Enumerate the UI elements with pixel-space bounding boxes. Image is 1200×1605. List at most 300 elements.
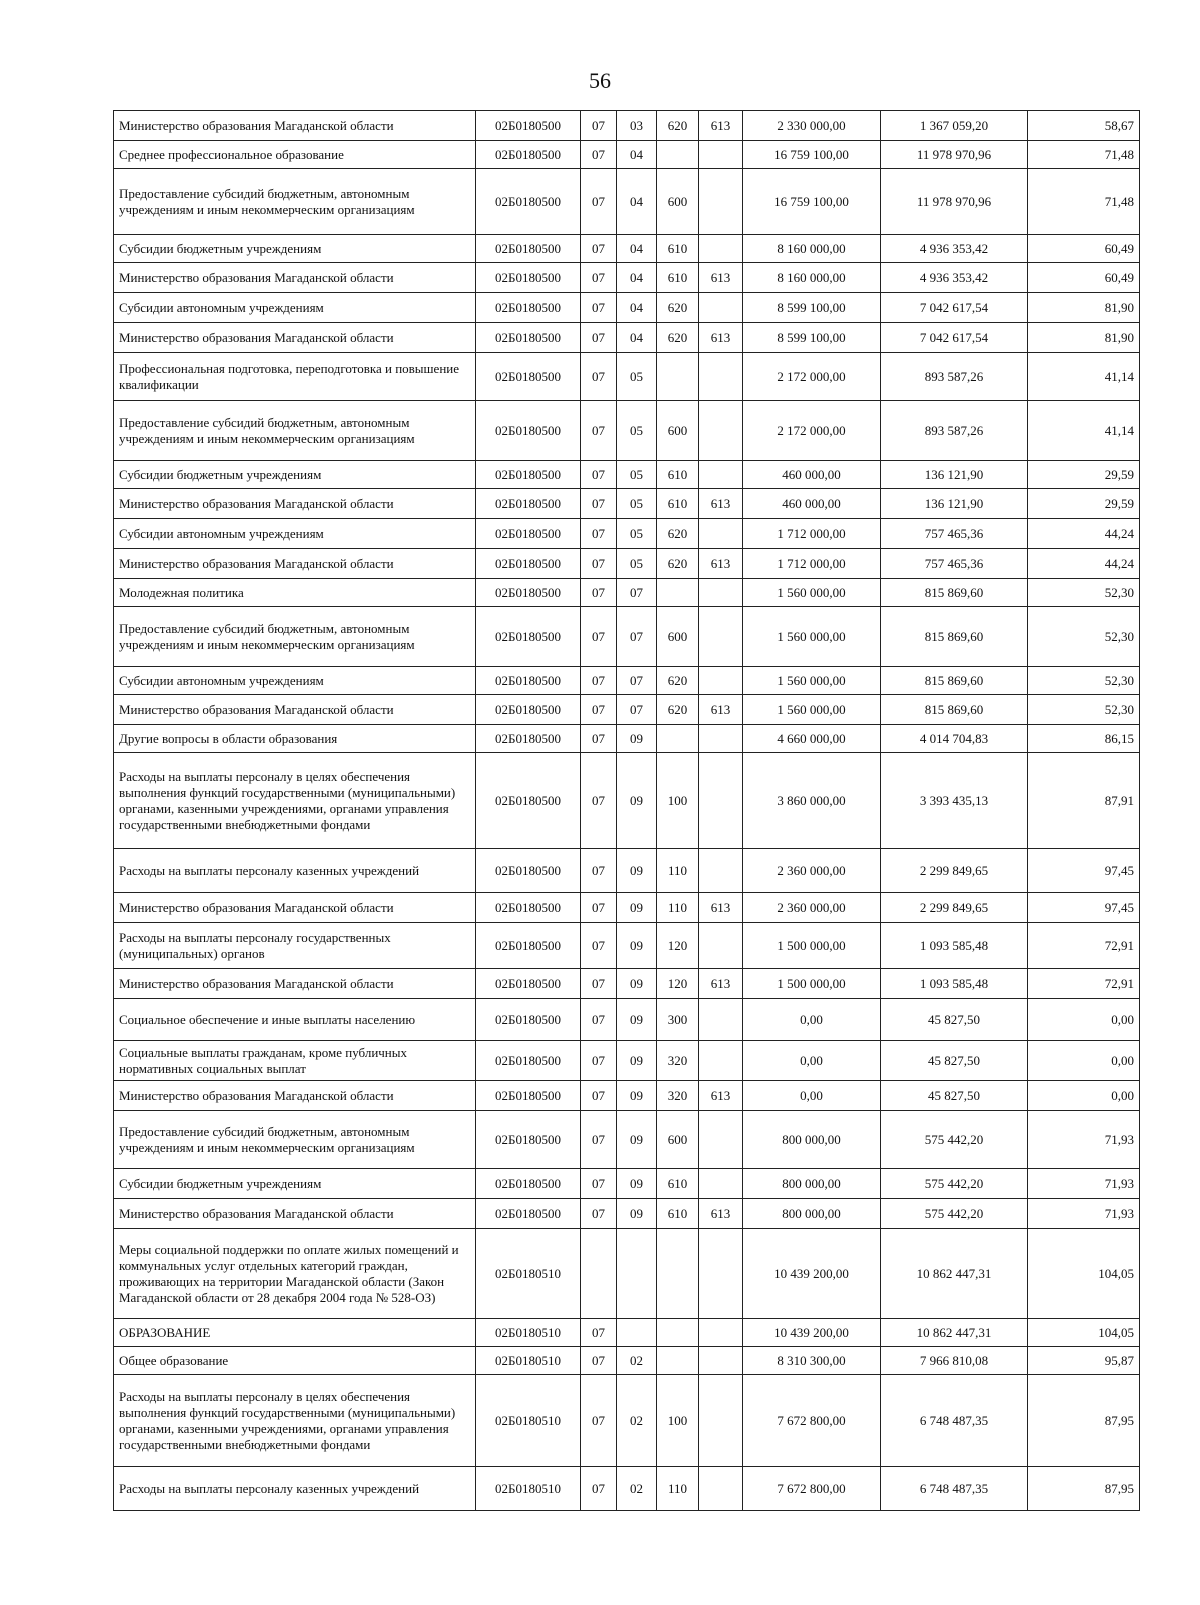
row-subsection: 05 — [617, 461, 657, 489]
row-section: 07 — [581, 353, 617, 401]
row-name: Министерство образования Магаданской области — [114, 549, 476, 579]
row-section: 07 — [581, 293, 617, 323]
table-row — [114, 893, 1140, 923]
row-target-code: 02Б0180510 — [476, 1347, 581, 1375]
row-expense-type: 610 — [657, 1199, 699, 1229]
table-row — [114, 667, 1140, 695]
row-admin-code: 613 — [699, 695, 743, 725]
row-admin-code: 613 — [699, 1081, 743, 1111]
row-admin-code — [699, 999, 743, 1041]
row-plan: 460 000,00 — [743, 489, 881, 519]
row-name: Расходы на выплаты персоналу в целях обеспечения выполнения функций государственными (муниципальными) органами, казенными учреждениями, органами управления государственными внебюджетными фондами — [114, 1375, 476, 1467]
row-admin-code — [699, 519, 743, 549]
row-target-code: 02Б0180500 — [476, 1041, 581, 1081]
row-admin-code — [699, 1319, 743, 1347]
row-target-code: 02Б0180500 — [476, 893, 581, 923]
row-expense-type: 620 — [657, 549, 699, 579]
row-plan: 3 860 000,00 — [743, 753, 881, 849]
row-subsection: 04 — [617, 169, 657, 235]
row-fact: 7 966 810,08 — [881, 1347, 1028, 1375]
row-percent: 41,14 — [1028, 401, 1140, 461]
row-percent: 52,30 — [1028, 667, 1140, 695]
row-subsection: 04 — [617, 235, 657, 263]
table-row — [114, 725, 1140, 753]
row-percent: 0,00 — [1028, 1041, 1140, 1081]
row-name: Министерство образования Магаданской области — [114, 969, 476, 999]
row-name: Субсидии автономным учреждениям — [114, 667, 476, 695]
row-fact: 1 093 585,48 — [881, 969, 1028, 999]
table-row — [114, 353, 1140, 401]
row-plan: 0,00 — [743, 999, 881, 1041]
row-name: Расходы на выплаты персоналу казенных учреждений — [114, 849, 476, 893]
row-subsection: 05 — [617, 353, 657, 401]
row-plan: 2 330 000,00 — [743, 111, 881, 141]
table-row — [114, 293, 1140, 323]
row-section: 07 — [581, 169, 617, 235]
table-row — [114, 1081, 1140, 1111]
row-expense-type: 320 — [657, 1081, 699, 1111]
table-row — [114, 1199, 1140, 1229]
row-target-code: 02Б0180500 — [476, 1199, 581, 1229]
row-fact: 11 978 970,96 — [881, 141, 1028, 169]
row-plan: 16 759 100,00 — [743, 169, 881, 235]
row-subsection: 07 — [617, 607, 657, 667]
row-name: Предоставление субсидий бюджетным, автономным учреждениям и иным некоммерческим организациям — [114, 1111, 476, 1169]
row-fact: 815 869,60 — [881, 607, 1028, 667]
row-target-code: 02Б0180500 — [476, 235, 581, 263]
row-fact: 6 748 487,35 — [881, 1467, 1028, 1511]
row-fact: 815 869,60 — [881, 695, 1028, 725]
table-row — [114, 753, 1140, 849]
row-percent: 104,05 — [1028, 1229, 1140, 1319]
row-subsection: 02 — [617, 1467, 657, 1511]
row-section: 07 — [581, 489, 617, 519]
row-percent: 86,15 — [1028, 725, 1140, 753]
row-section: 07 — [581, 263, 617, 293]
table-row — [114, 579, 1140, 607]
row-admin-code — [699, 1111, 743, 1169]
row-admin-code — [699, 1467, 743, 1511]
row-fact: 893 587,26 — [881, 401, 1028, 461]
row-section: 07 — [581, 461, 617, 489]
row-admin-code: 613 — [699, 1199, 743, 1229]
row-subsection: 09 — [617, 1081, 657, 1111]
row-subsection: 07 — [617, 695, 657, 725]
row-name: Профессиональная подготовка, переподготовка и повышение квалификации — [114, 353, 476, 401]
row-section: 07 — [581, 1111, 617, 1169]
row-admin-code — [699, 353, 743, 401]
row-fact: 575 442,20 — [881, 1199, 1028, 1229]
row-percent: 58,67 — [1028, 111, 1140, 141]
row-target-code: 02Б0180510 — [476, 1229, 581, 1319]
row-admin-code: 613 — [699, 489, 743, 519]
row-subsection: 07 — [617, 579, 657, 607]
row-plan: 1 560 000,00 — [743, 579, 881, 607]
row-subsection: 09 — [617, 1111, 657, 1169]
row-name: Министерство образования Магаданской области — [114, 263, 476, 293]
row-name: Министерство образования Магаданской области — [114, 489, 476, 519]
row-plan: 2 360 000,00 — [743, 849, 881, 893]
row-target-code: 02Б0180500 — [476, 667, 581, 695]
row-section: 07 — [581, 235, 617, 263]
row-plan: 10 439 200,00 — [743, 1319, 881, 1347]
row-percent: 71,93 — [1028, 1111, 1140, 1169]
row-name: Министерство образования Магаданской области — [114, 1199, 476, 1229]
row-admin-code — [699, 1041, 743, 1081]
row-expense-type: 600 — [657, 401, 699, 461]
row-admin-code: 613 — [699, 549, 743, 579]
row-admin-code — [699, 401, 743, 461]
row-target-code: 02Б0180500 — [476, 849, 581, 893]
row-plan: 8 599 100,00 — [743, 293, 881, 323]
row-expense-type — [657, 353, 699, 401]
row-expense-type: 600 — [657, 169, 699, 235]
row-fact: 2 299 849,65 — [881, 893, 1028, 923]
row-section: 07 — [581, 1319, 617, 1347]
row-expense-type: 100 — [657, 753, 699, 849]
row-plan: 8 160 000,00 — [743, 263, 881, 293]
table-row — [114, 1169, 1140, 1199]
row-admin-code — [699, 1229, 743, 1319]
row-subsection: 09 — [617, 923, 657, 969]
row-subsection: 09 — [617, 1169, 657, 1199]
row-fact: 757 465,36 — [881, 549, 1028, 579]
row-fact: 4 936 353,42 — [881, 263, 1028, 293]
row-subsection: 04 — [617, 263, 657, 293]
row-name: Министерство образования Магаданской области — [114, 111, 476, 141]
row-section: 07 — [581, 141, 617, 169]
row-expense-type: 110 — [657, 1467, 699, 1511]
row-admin-code — [699, 1375, 743, 1467]
row-percent: 71,93 — [1028, 1169, 1140, 1199]
row-subsection: 09 — [617, 893, 657, 923]
row-section: 07 — [581, 695, 617, 725]
row-plan: 800 000,00 — [743, 1169, 881, 1199]
row-subsection: 05 — [617, 401, 657, 461]
row-admin-code: 613 — [699, 263, 743, 293]
page-number: 56 — [589, 68, 611, 93]
row-expense-type: 600 — [657, 1111, 699, 1169]
table-row — [114, 1041, 1140, 1081]
row-section: 07 — [581, 1347, 617, 1375]
row-subsection: 09 — [617, 1199, 657, 1229]
row-percent: 97,45 — [1028, 849, 1140, 893]
row-percent: 95,87 — [1028, 1347, 1140, 1375]
row-target-code: 02Б0180500 — [476, 695, 581, 725]
row-fact: 136 121,90 — [881, 461, 1028, 489]
table-row — [114, 235, 1140, 263]
table-row — [114, 519, 1140, 549]
row-subsection: 05 — [617, 489, 657, 519]
row-admin-code — [699, 667, 743, 695]
row-plan: 2 172 000,00 — [743, 401, 881, 461]
table-row — [114, 169, 1140, 235]
row-target-code: 02Б0180500 — [476, 353, 581, 401]
row-target-code: 02Б0180500 — [476, 323, 581, 353]
row-expense-type: 620 — [657, 695, 699, 725]
row-expense-type: 120 — [657, 923, 699, 969]
row-section: 07 — [581, 1169, 617, 1199]
row-name: Субсидии автономным учреждениям — [114, 519, 476, 549]
row-target-code: 02Б0180500 — [476, 725, 581, 753]
row-expense-type: 320 — [657, 1041, 699, 1081]
table-row — [114, 549, 1140, 579]
row-admin-code — [699, 725, 743, 753]
row-expense-type: 110 — [657, 849, 699, 893]
row-admin-code — [699, 1347, 743, 1375]
table-row — [114, 1111, 1140, 1169]
row-name: Расходы на выплаты персоналу в целях обеспечения выполнения функций государственными (муниципальными) органами, казенными учреждениями, органами управления государственными внебюджетными фондами — [114, 753, 476, 849]
table-row — [114, 111, 1140, 141]
row-subsection: 09 — [617, 849, 657, 893]
row-expense-type: 620 — [657, 519, 699, 549]
row-fact: 815 869,60 — [881, 667, 1028, 695]
row-plan: 1 560 000,00 — [743, 667, 881, 695]
row-plan: 7 672 800,00 — [743, 1467, 881, 1511]
row-expense-type: 100 — [657, 1375, 699, 1467]
row-subsection: 09 — [617, 1041, 657, 1081]
row-percent: 52,30 — [1028, 695, 1140, 725]
row-percent: 52,30 — [1028, 579, 1140, 607]
row-target-code: 02Б0180500 — [476, 1169, 581, 1199]
row-subsection: 02 — [617, 1375, 657, 1467]
row-name: Субсидии бюджетным учреждениям — [114, 235, 476, 263]
row-name: Расходы на выплаты персоналу государственных (муниципальных) органов — [114, 923, 476, 969]
row-admin-code: 613 — [699, 111, 743, 141]
row-expense-type: 610 — [657, 235, 699, 263]
row-fact: 10 862 447,31 — [881, 1229, 1028, 1319]
row-subsection — [617, 1229, 657, 1319]
row-admin-code — [699, 1169, 743, 1199]
row-name: Социальные выплаты гражданам, кроме публичных нормативных социальных выплат — [114, 1041, 476, 1081]
row-subsection: 04 — [617, 323, 657, 353]
row-name: Субсидии бюджетным учреждениям — [114, 461, 476, 489]
row-admin-code: 613 — [699, 323, 743, 353]
row-fact: 45 827,50 — [881, 999, 1028, 1041]
table-row — [114, 1467, 1140, 1511]
row-percent: 41,14 — [1028, 353, 1140, 401]
row-target-code: 02Б0180500 — [476, 401, 581, 461]
row-plan: 1 560 000,00 — [743, 695, 881, 725]
row-plan: 2 360 000,00 — [743, 893, 881, 923]
row-name: Меры социальной поддержки по оплате жилых помещений и коммунальных услуг отдельных категорий граждан, проживающих на территории Магаданской области (Закон Магаданской области от 28 декабря 2004 года № 528-ОЗ) — [114, 1229, 476, 1319]
row-section: 07 — [581, 999, 617, 1041]
row-expense-type: 610 — [657, 263, 699, 293]
row-percent: 71,48 — [1028, 141, 1140, 169]
row-fact: 575 442,20 — [881, 1169, 1028, 1199]
row-name: Министерство образования Магаданской области — [114, 323, 476, 353]
row-admin-code: 613 — [699, 969, 743, 999]
table-row — [114, 141, 1140, 169]
row-percent: 72,91 — [1028, 923, 1140, 969]
row-target-code: 02Б0180500 — [476, 169, 581, 235]
row-expense-type: 620 — [657, 323, 699, 353]
table-row — [114, 607, 1140, 667]
row-section: 07 — [581, 323, 617, 353]
row-fact: 575 442,20 — [881, 1111, 1028, 1169]
row-fact: 7 042 617,54 — [881, 323, 1028, 353]
row-admin-code — [699, 923, 743, 969]
table-row — [114, 1229, 1140, 1319]
row-plan: 1 500 000,00 — [743, 923, 881, 969]
row-target-code: 02Б0180510 — [476, 1467, 581, 1511]
row-plan: 1 500 000,00 — [743, 969, 881, 999]
row-percent: 87,95 — [1028, 1467, 1140, 1511]
row-subsection: 09 — [617, 999, 657, 1041]
row-target-code: 02Б0180510 — [476, 1375, 581, 1467]
row-subsection: 09 — [617, 969, 657, 999]
table-row — [114, 923, 1140, 969]
row-subsection: 04 — [617, 141, 657, 169]
row-name: Предоставление субсидий бюджетным, автономным учреждениям и иным некоммерческим организациям — [114, 169, 476, 235]
row-plan: 0,00 — [743, 1041, 881, 1081]
table-row — [114, 489, 1140, 519]
row-section: 07 — [581, 607, 617, 667]
row-section: 07 — [581, 893, 617, 923]
row-admin-code — [699, 607, 743, 667]
row-fact: 2 299 849,65 — [881, 849, 1028, 893]
row-expense-type: 110 — [657, 893, 699, 923]
row-percent: 29,59 — [1028, 489, 1140, 519]
row-section: 07 — [581, 1199, 617, 1229]
row-admin-code — [699, 235, 743, 263]
row-target-code: 02Б0180500 — [476, 607, 581, 667]
row-expense-type — [657, 1229, 699, 1319]
row-fact: 4 936 353,42 — [881, 235, 1028, 263]
row-fact: 1 093 585,48 — [881, 923, 1028, 969]
row-section: 07 — [581, 849, 617, 893]
row-section: 07 — [581, 401, 617, 461]
row-fact: 45 827,50 — [881, 1041, 1028, 1081]
row-admin-code — [699, 141, 743, 169]
table-row — [114, 323, 1140, 353]
row-subsection — [617, 1319, 657, 1347]
table-row — [114, 1319, 1140, 1347]
row-percent: 52,30 — [1028, 607, 1140, 667]
row-subsection: 07 — [617, 667, 657, 695]
row-percent: 81,90 — [1028, 323, 1140, 353]
row-target-code: 02Б0180500 — [476, 969, 581, 999]
row-expense-type: 600 — [657, 607, 699, 667]
row-section: 07 — [581, 1081, 617, 1111]
row-percent: 44,24 — [1028, 519, 1140, 549]
table-row — [114, 1347, 1140, 1375]
table-row — [114, 401, 1140, 461]
row-fact: 45 827,50 — [881, 1081, 1028, 1111]
row-name: Социальное обеспечение и иные выплаты населению — [114, 999, 476, 1041]
row-section: 07 — [581, 725, 617, 753]
row-section: 07 — [581, 549, 617, 579]
row-fact: 10 862 447,31 — [881, 1319, 1028, 1347]
row-percent: 104,05 — [1028, 1319, 1140, 1347]
row-plan: 16 759 100,00 — [743, 141, 881, 169]
row-plan: 800 000,00 — [743, 1111, 881, 1169]
row-percent: 44,24 — [1028, 549, 1140, 579]
row-target-code: 02Б0180500 — [476, 111, 581, 141]
row-section: 07 — [581, 579, 617, 607]
row-target-code: 02Б0180500 — [476, 293, 581, 323]
row-admin-code — [699, 461, 743, 489]
row-section: 07 — [581, 969, 617, 999]
row-expense-type: 120 — [657, 969, 699, 999]
row-name: Предоставление субсидий бюджетным, автономным учреждениям и иным некоммерческим организациям — [114, 401, 476, 461]
table-row — [114, 999, 1140, 1041]
row-target-code: 02Б0180500 — [476, 999, 581, 1041]
row-expense-type — [657, 141, 699, 169]
row-plan: 8 599 100,00 — [743, 323, 881, 353]
row-expense-type — [657, 1347, 699, 1375]
row-section: 07 — [581, 753, 617, 849]
row-fact: 6 748 487,35 — [881, 1375, 1028, 1467]
row-subsection: 09 — [617, 725, 657, 753]
row-percent: 72,91 — [1028, 969, 1140, 999]
row-subsection: 04 — [617, 293, 657, 323]
row-percent: 60,49 — [1028, 263, 1140, 293]
row-admin-code — [699, 753, 743, 849]
row-section: 07 — [581, 1375, 617, 1467]
row-plan: 8 310 300,00 — [743, 1347, 881, 1375]
row-percent: 29,59 — [1028, 461, 1140, 489]
row-target-code: 02Б0180500 — [476, 753, 581, 849]
row-name: Министерство образования Магаданской области — [114, 695, 476, 725]
row-section: 07 — [581, 519, 617, 549]
row-name: Субсидии бюджетным учреждениям — [114, 1169, 476, 1199]
row-subsection: 03 — [617, 111, 657, 141]
row-target-code: 02Б0180500 — [476, 489, 581, 519]
row-plan: 8 160 000,00 — [743, 235, 881, 263]
row-section: 07 — [581, 111, 617, 141]
row-target-code: 02Б0180500 — [476, 923, 581, 969]
row-subsection: 02 — [617, 1347, 657, 1375]
row-plan: 1 712 000,00 — [743, 519, 881, 549]
row-admin-code — [699, 169, 743, 235]
row-expense-type — [657, 1319, 699, 1347]
table-row — [114, 849, 1140, 893]
row-target-code: 02Б0180500 — [476, 519, 581, 549]
row-percent: 87,91 — [1028, 753, 1140, 849]
row-name: Молодежная политика — [114, 579, 476, 607]
row-name: Министерство образования Магаданской области — [114, 1081, 476, 1111]
row-target-code: 02Б0180500 — [476, 549, 581, 579]
row-target-code: 02Б0180510 — [476, 1319, 581, 1347]
row-fact: 11 978 970,96 — [881, 169, 1028, 235]
row-expense-type: 620 — [657, 111, 699, 141]
row-fact: 3 393 435,13 — [881, 753, 1028, 849]
row-target-code: 02Б0180500 — [476, 1111, 581, 1169]
row-plan: 2 172 000,00 — [743, 353, 881, 401]
row-subsection: 09 — [617, 753, 657, 849]
row-section: 07 — [581, 1041, 617, 1081]
row-target-code: 02Б0180500 — [476, 461, 581, 489]
row-admin-code — [699, 293, 743, 323]
table-row — [114, 1375, 1140, 1467]
row-expense-type: 610 — [657, 461, 699, 489]
row-name: Расходы на выплаты персоналу казенных учреждений — [114, 1467, 476, 1511]
row-percent: 71,48 — [1028, 169, 1140, 235]
row-plan: 0,00 — [743, 1081, 881, 1111]
row-admin-code — [699, 849, 743, 893]
row-section: 07 — [581, 923, 617, 969]
row-plan: 460 000,00 — [743, 461, 881, 489]
row-expense-type: 610 — [657, 1169, 699, 1199]
row-fact: 757 465,36 — [881, 519, 1028, 549]
row-expense-type: 300 — [657, 999, 699, 1041]
row-target-code: 02Б0180500 — [476, 1081, 581, 1111]
row-name: Другие вопросы в области образования — [114, 725, 476, 753]
budget-table-body — [114, 111, 1140, 1511]
row-plan: 4 660 000,00 — [743, 725, 881, 753]
row-name: ОБРАЗОВАНИЕ — [114, 1319, 476, 1347]
